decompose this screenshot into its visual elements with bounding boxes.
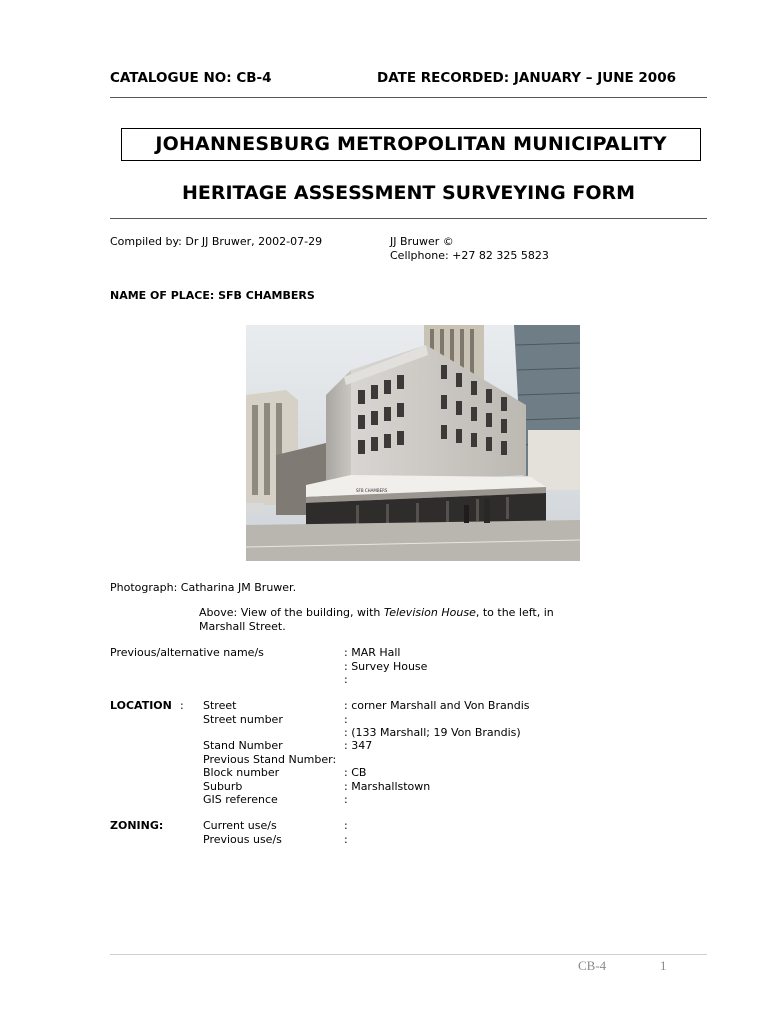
date-recorded: DATE RECORDED: JANUARY – JUNE 2006: [377, 70, 676, 86]
municipality-title: JOHANNESBURG METROPOLITAN MUNICIPALITY: [121, 128, 701, 161]
photo-credit: Photograph: Catharina JM Bruwer.: [110, 581, 297, 594]
catalogue-number: CATALOGUE NO: CB-4: [110, 70, 272, 86]
field-street-number: Street number: [203, 713, 283, 726]
field-street: Street: [203, 699, 237, 712]
footer-page-number: 1: [660, 958, 667, 973]
footer-catalogue-code: CB-4: [578, 958, 607, 973]
field-previous-stand-number: Previous Stand Number:: [203, 753, 337, 766]
field-suburb: Suburb: [203, 780, 243, 793]
previous-name-3: :: [344, 673, 348, 686]
footer-rule: [110, 954, 707, 955]
location-label: LOCATION: [110, 699, 172, 712]
field-stand-number: Stand Number: [203, 739, 283, 752]
compiled-by: Compiled by: Dr JJ Bruwer, 2002-07-29: [110, 235, 323, 248]
location-colon: :: [180, 699, 184, 712]
previous-names-label: Previous/alternative name/s: [110, 646, 264, 659]
author-cellphone: Cellphone: +27 82 325 5823: [390, 249, 549, 262]
building-photograph: [246, 325, 580, 561]
field-previous-use: Previous use/s: [203, 833, 282, 846]
field-current-use: Current use/s: [203, 819, 277, 832]
field-gis-reference: GIS reference: [203, 793, 278, 806]
value-current-use: :: [344, 819, 348, 832]
value-previous-use: :: [344, 833, 348, 846]
header-rule: [110, 97, 707, 98]
value-block-number: : CB: [344, 766, 367, 779]
value-suburb: : Marshallstown: [344, 780, 431, 793]
caption-emphasis: Television House: [383, 606, 476, 619]
form-title: HERITAGE ASSESSMENT SURVEYING FORM: [181, 182, 636, 204]
previous-name-2: : Survey House: [344, 660, 428, 673]
value-gis-reference: :: [344, 793, 348, 806]
value-street-number: :: [344, 713, 348, 726]
value-street-number-detail: : (133 Marshall; 19 Von Brandis): [344, 726, 521, 739]
value-stand-number: : 347: [344, 739, 373, 752]
title-rule: [110, 218, 707, 219]
author-name: JJ Bruwer ©: [390, 235, 454, 248]
photo-caption-line1: Above: View of the building, with Television House, to the left, in: [199, 606, 554, 619]
name-of-place: NAME OF PLACE: SFB CHAMBERS: [110, 289, 315, 302]
field-block-number: Block number: [203, 766, 280, 779]
building-sign: SFB CHAMBERS: [356, 488, 388, 493]
zoning-label: ZONING:: [110, 819, 164, 832]
photo-caption-line2: Marshall Street.: [199, 620, 286, 633]
value-street: : corner Marshall and Von Brandis: [344, 699, 530, 712]
previous-name-1: : MAR Hall: [344, 646, 401, 659]
